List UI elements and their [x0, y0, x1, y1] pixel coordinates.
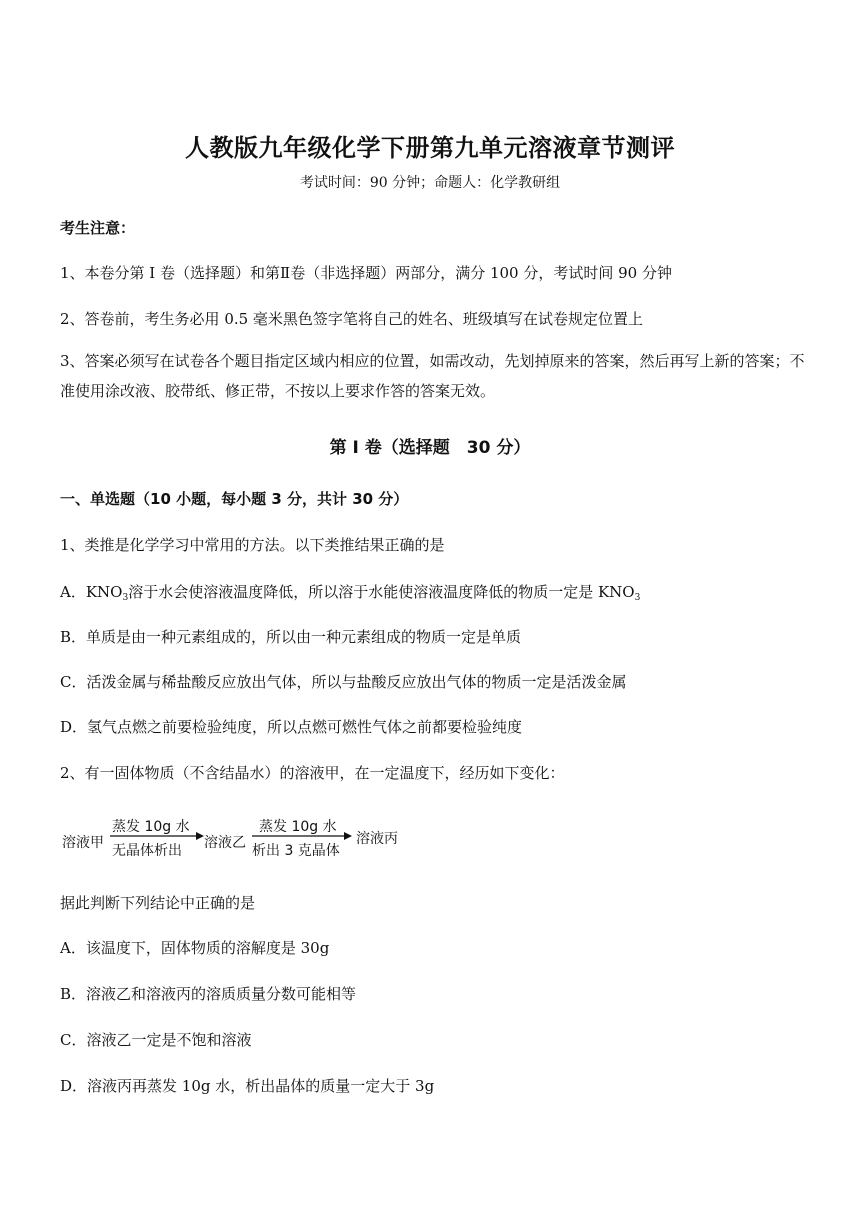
option-a-subscript-1: 3: [122, 593, 129, 603]
section-title: 第 I 卷（选择题 30 分）: [329, 438, 531, 458]
option-a-subscript-2: 3: [634, 593, 641, 603]
diagram-arrowhead-2: [344, 832, 352, 840]
diagram-middle: 溶液乙: [204, 835, 246, 851]
notice-item-1: 1、本卷分第 I 卷（选择题）和第Ⅱ卷（非选择题）两部分，满分 100 分，考试时间 90 分钟: [60, 264, 672, 282]
page-subtitle: 考试时间：90 分钟；命题人：化学教研组: [299, 175, 561, 191]
question-2-option-b: B．溶液乙和溶液丙的溶质质量分数可能相等: [60, 985, 357, 1003]
notice-heading: 考生注意：: [60, 219, 136, 237]
question-1-option-b: B．单质是由一种元素组成的，所以由一种元素组成的物质一定是单质: [60, 628, 522, 646]
process-diagram: [62, 815, 422, 863]
question-1-option-c: C．活泼金属与稀盐酸反应放出气体，所以与盐酸反应放出气体的物质一定是活泼金属: [60, 673, 627, 691]
diagram-step2-bottom: 析出 3 克晶体: [252, 843, 340, 859]
question-2-option-c: C．溶液乙一定是不饱和溶液: [60, 1031, 252, 1049]
question-1-option-d: D．氢气点燃之前要检验纯度，所以点燃可燃性气体之前都要检验纯度: [60, 718, 523, 736]
diagram-step1-bottom: 无晶体析出: [112, 843, 182, 859]
page-title: 人教版九年级化学下册第九单元溶液章节测评: [185, 134, 675, 162]
question-1-stem: 1、类推是化学学习中常用的方法。以下类推结果正确的是: [60, 536, 445, 554]
question-2-option-a: A．该温度下，固体物质的溶解度是 30g: [60, 939, 330, 957]
notice-item-3: 3、答案必须写在试卷各个题目指定区域内相应的位置，如需改动，先划掉原来的答案，然后再写上新的答案；不准使用涂改液、胶带纸、修正带，不按以上要求作答的答案无效。: [60, 352, 805, 400]
question-2-lead: 据此判断下列结论中正确的是: [60, 894, 256, 912]
diagram-arrowhead-1: [196, 832, 204, 840]
diagram-step2-top: 蒸发 10g 水: [259, 819, 337, 835]
option-a-middle: 溶于水会使溶液温度降低，所以溶于水能使溶液温度降低的物质一定是 KNO: [128, 583, 635, 601]
diagram-step1-top: 蒸发 10g 水: [112, 819, 190, 835]
notice-item-2: 2、答卷前，考生务必用 0.5 毫米黑色签字笔将自己的姓名、班级填写在试卷规定位置上: [60, 310, 643, 328]
question-2-stem: 2、有一固体物质（不含结晶水）的溶液甲，在一定温度下，经历如下变化：: [60, 764, 565, 782]
option-a-prefix: A．KNO: [60, 583, 123, 601]
question-1-option-a: [60, 581, 640, 603]
diagram-end: 溶液丙: [356, 831, 398, 847]
part-heading: 一、单选题（10 小题，每小题 3 分，共计 30 分）: [60, 490, 409, 508]
question-2-option-d: D．溶液丙再蒸发 10g 水，析出晶体的质量一定大于 3g: [60, 1077, 435, 1095]
diagram-start: 溶液甲: [62, 835, 104, 851]
